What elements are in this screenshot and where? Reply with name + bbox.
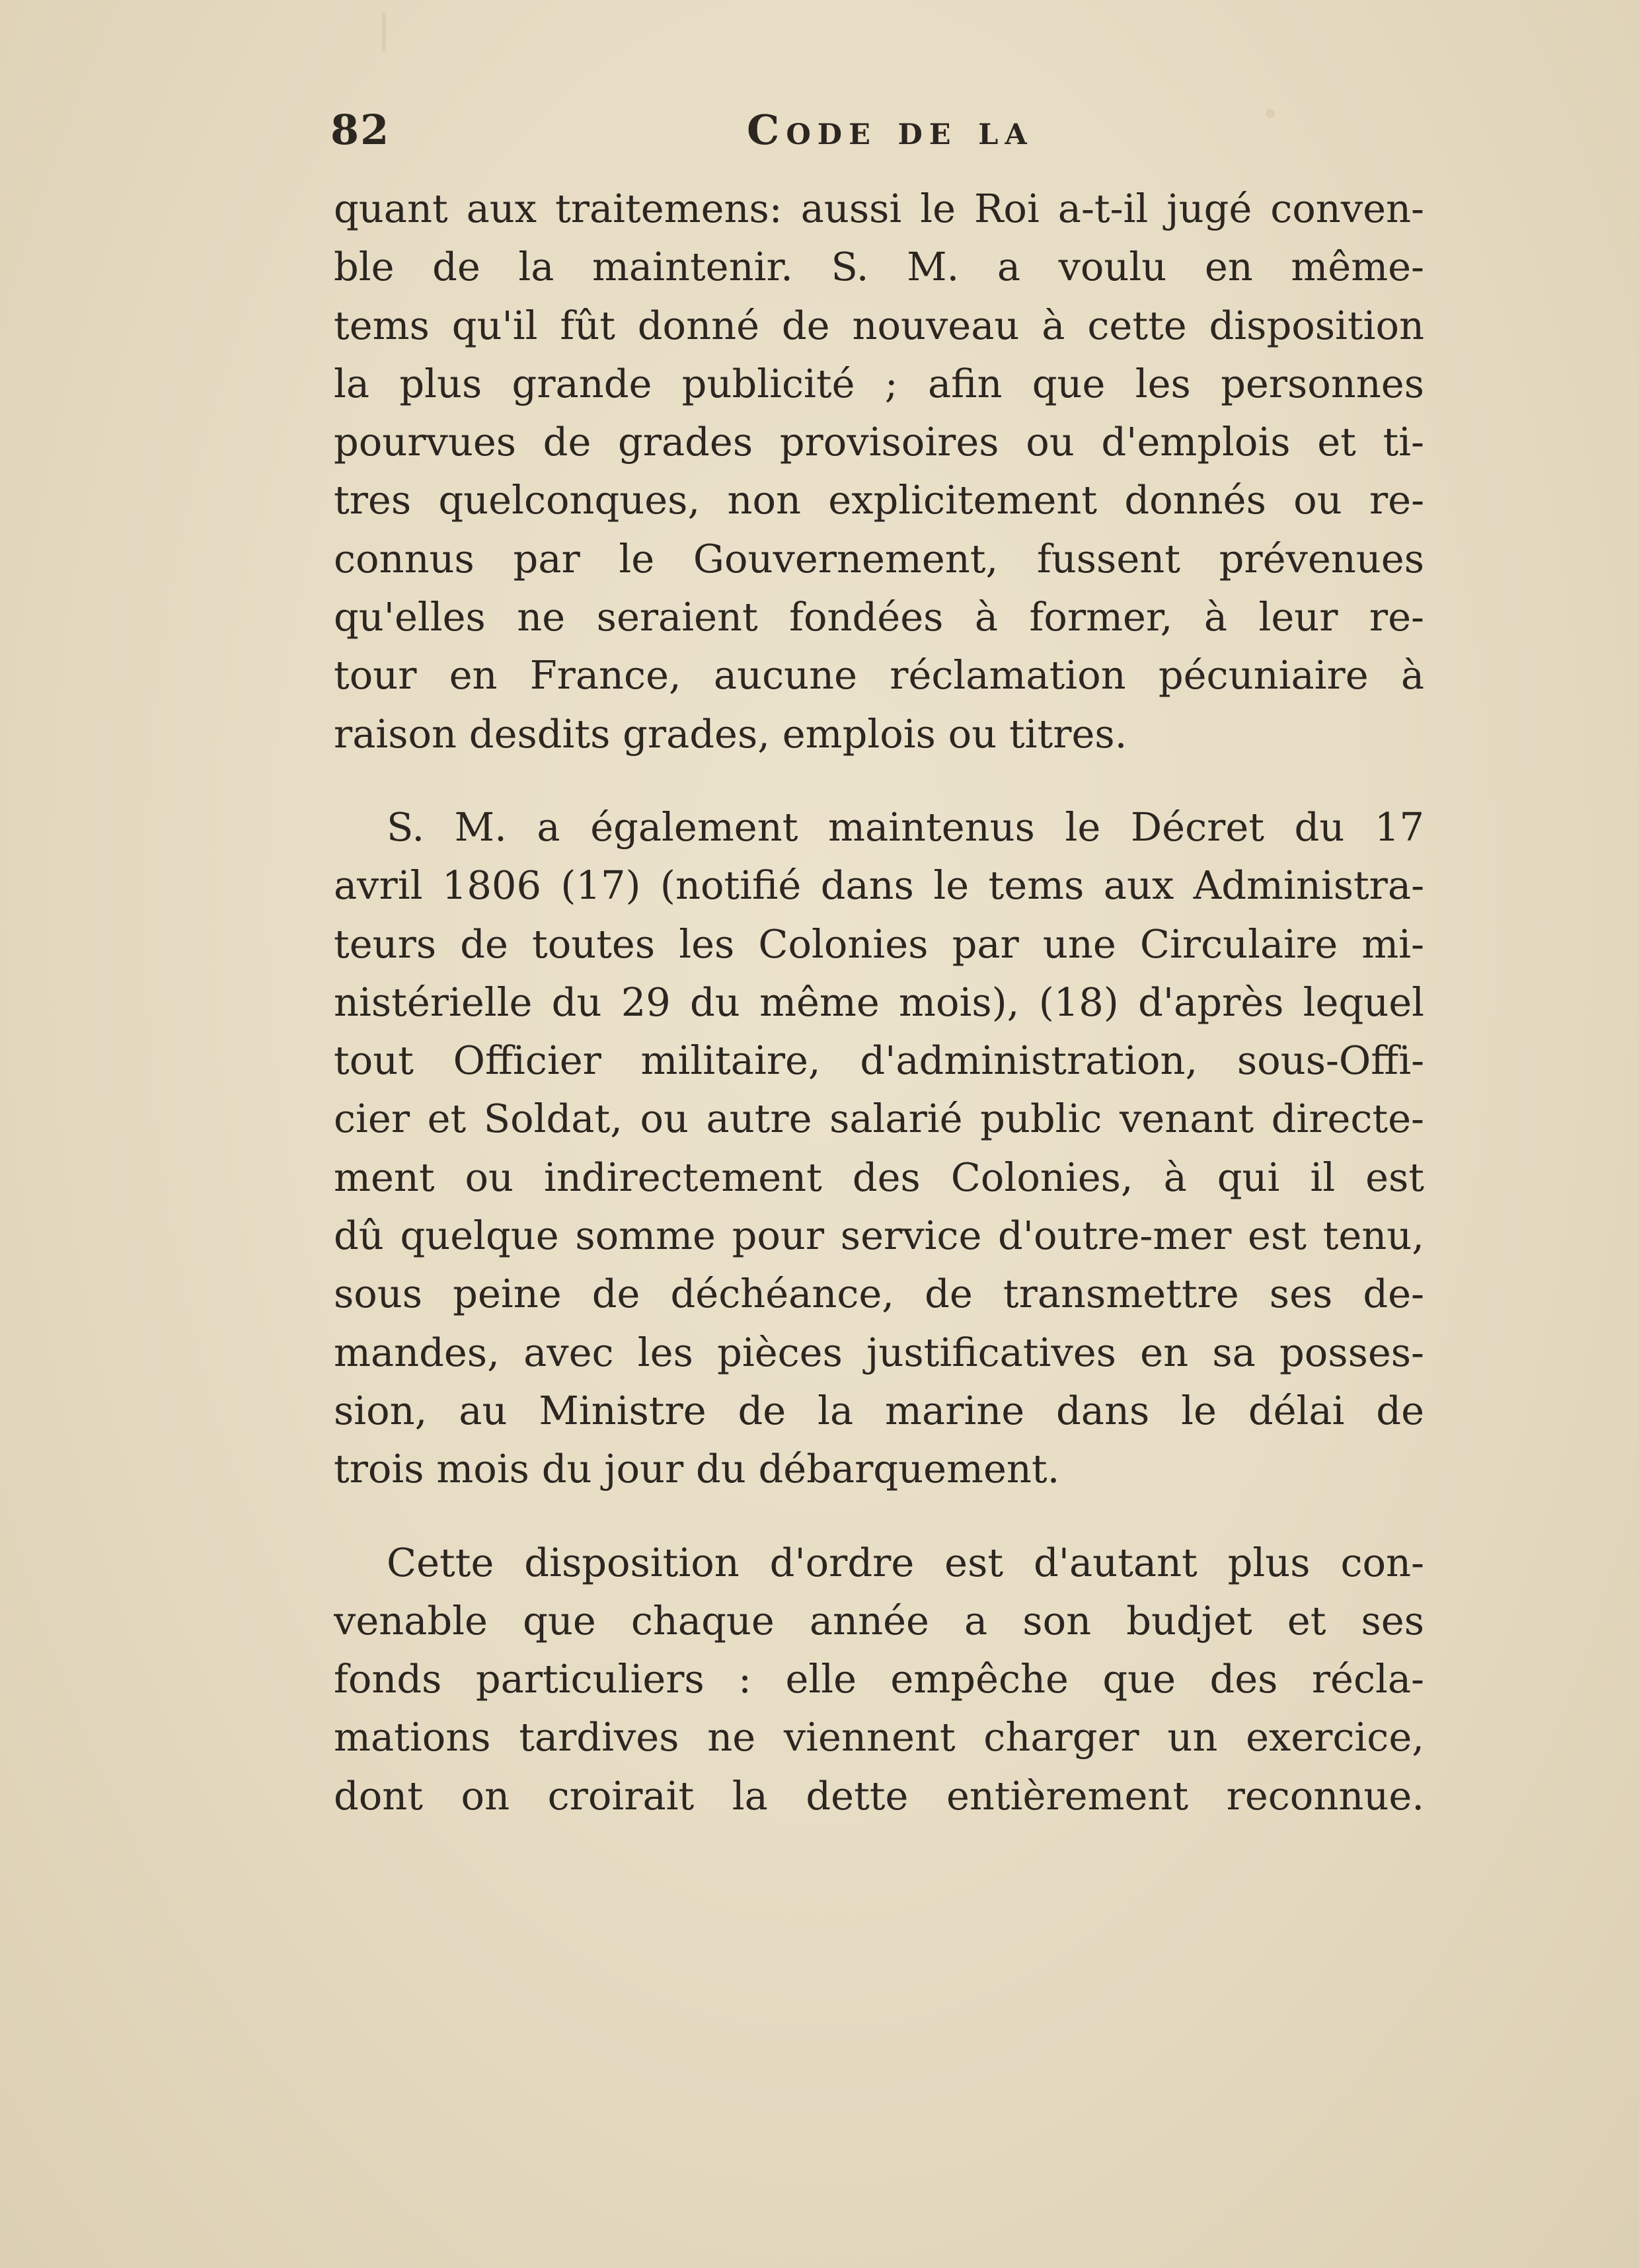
text-line: trois mois du jour du débarquement.: [334, 1446, 1060, 1492]
text-line: ment ou indirectement des Colonies, à qui il est: [334, 1154, 1424, 1200]
text-line: teurs de toutes les Colonies par une Circulaire mi-: [334, 921, 1424, 967]
paper-stain: [382, 12, 386, 52]
text-line: quant aux traitemens: aussi le Roi a-t-il jugé conven-: [334, 186, 1424, 231]
text-line: sous peine de déchéance, de transmettre ses de-: [334, 1271, 1424, 1317]
text-line: tems qu'il fût donné de nouveau à cette disposition: [334, 302, 1424, 348]
text-line: dû quelque somme pour service d'outre-mer est tenu,: [334, 1213, 1424, 1259]
text-line: fonds particuliers : elle empêche que des récla-: [334, 1656, 1424, 1702]
text-line: sion, au Ministre de la marine dans le délai de: [334, 1387, 1424, 1433]
paragraph-1: [334, 180, 1424, 763]
paragraph-3: [334, 1534, 1424, 1825]
paragraph-gap: [334, 763, 1424, 798]
text-line: S. M. a également maintenus le Décret du 17: [387, 804, 1424, 850]
paragraph-2: [334, 798, 1424, 1499]
text-line: qu'elles ne seraient fondées à former, à leur re-: [334, 594, 1424, 640]
text-line: tres quelconques, non explicitement donnés ou re-: [334, 477, 1424, 523]
paragraph-gap: [334, 1499, 1424, 1534]
text-line: dont on croirait la dette entièrement reconnue.: [334, 1772, 1424, 1819]
text-line: venable que chaque année a son budjet et ses: [334, 1597, 1424, 1644]
text-line: tour en France, aucune réclamation pécuniaire à: [334, 652, 1424, 699]
running-head: Code de la: [747, 106, 1034, 154]
text-line: tout Officier militaire, d'administration, sous-Offi-: [334, 1038, 1424, 1084]
text-line: Cette disposition d'ordre est d'autant plus con-: [387, 1539, 1424, 1585]
text-line: mandes, avec les pièces justificatives en sa posses-: [334, 1329, 1424, 1375]
text-line: cier et Soldat, ou autre salarié public venant directe-: [334, 1096, 1424, 1142]
text-line: avril 1806 (17) (notifié dans le tems aux Administra-: [334, 862, 1424, 909]
text-line: la plus grande publicité ; afin que les personnes: [334, 360, 1424, 406]
page-header: [330, 99, 1454, 172]
text-line: nistérielle du 29 du même mois), (18) d'après lequel: [334, 979, 1424, 1025]
page-number: 82: [330, 106, 391, 154]
text-line: raison desdits grades, emplois ou titres.: [334, 710, 1127, 757]
text-line: connus par le Gouvernement, fussent prévenues: [334, 535, 1424, 582]
body-text: [334, 180, 1424, 1825]
text-line: ble de la maintenir. S. M. a voulu en même-: [334, 244, 1424, 290]
text-line: pourvues de grades provisoires ou d'emplois et ti-: [334, 419, 1424, 465]
text-line: mations tardives ne viennent charger un exercice,: [334, 1714, 1424, 1760]
